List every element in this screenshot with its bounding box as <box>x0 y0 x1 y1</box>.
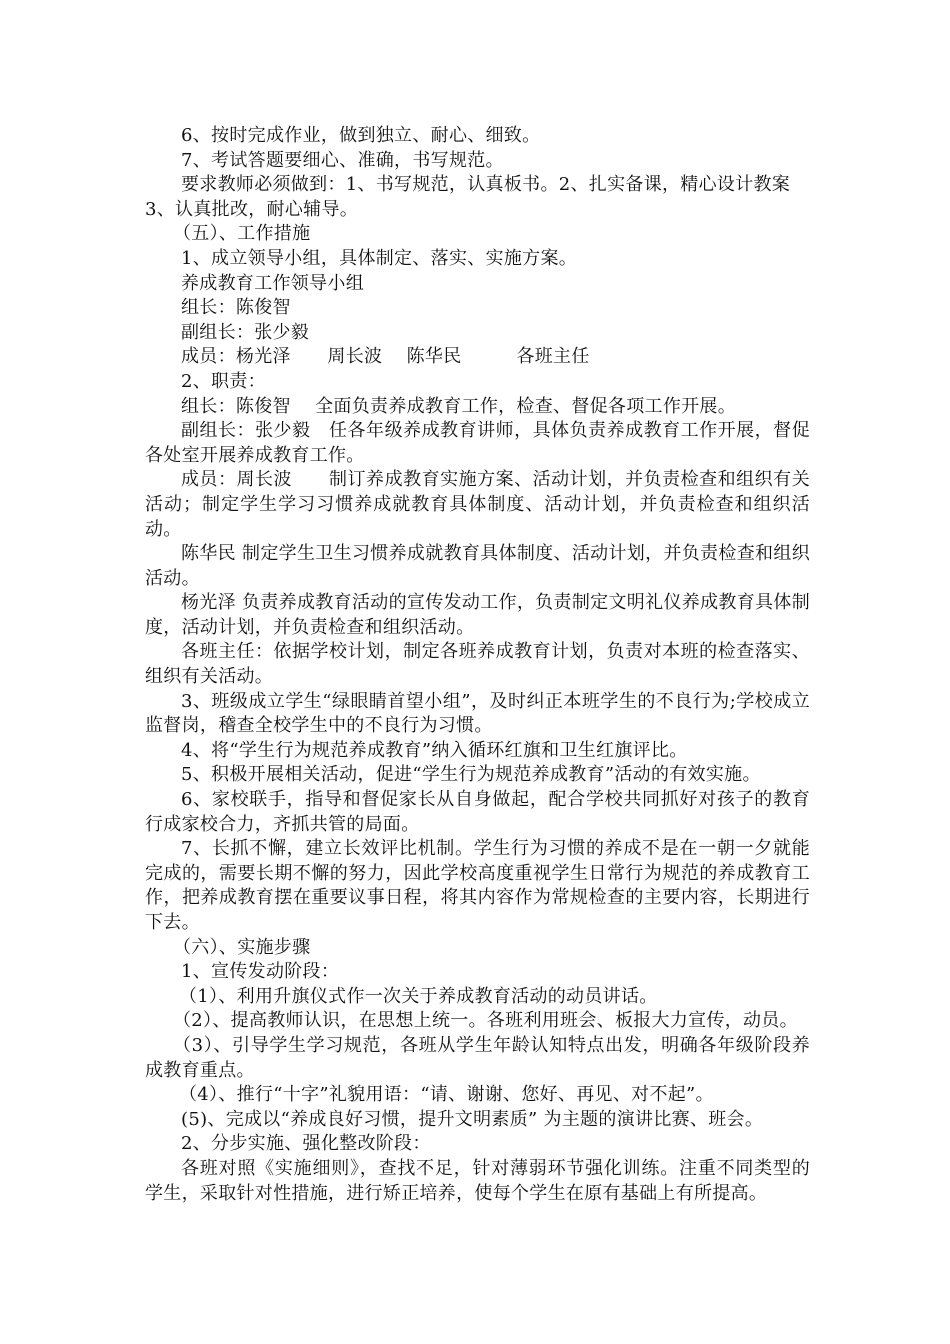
paragraph: 7、长抓不懈，建立长效评比机制。学生行为习惯的养成不是在一朝一夕就能完成的，需要长期不懈的努力，因此学校高度重视学生日常行为规范的养成教育工作，把养成教育摆在重要议事日程，将其内容作为常规检查的主要内容，长期进行下去。 <box>145 838 810 933</box>
paragraph: 3、班级成立学生“绿眼睛首望小组”，及时纠正本班学生的不良行为;学校成立监督岗，稽查全校学生中的不良行为习惯。 <box>145 690 810 737</box>
paragraph: 6、按时完成作业，做到独立、耐心、细致。 <box>181 125 541 146</box>
paragraph: 组长：陈俊智 全面负责养成教育工作，检查、督促各项工作开展。 <box>181 395 737 417</box>
section-heading: （六）、实施步骤 <box>173 936 311 958</box>
paragraph: (5)、完成以“养成良好习惯，提升文明素质” 为主题的演讲比赛、班会。 <box>181 1108 764 1130</box>
paragraph: 5、积极开展相关活动，促进“学生行为规范养成教育”活动的有效实施。 <box>181 764 761 786</box>
paragraph: 成员：周长波 制订养成教育实施方案、活动计划，并负责检查和组织有关活动；制定学生学习习惯养成就教育具体制度、活动计划，并负责检查和组织活动。 <box>145 469 810 540</box>
paragraph: 4、将“学生行为规范养成教育”纳入循环红旗和卫生红旗评比。 <box>181 739 688 761</box>
paragraph: 陈华民 制定学生卫生习惯养成就教育具体制度、活动计划，并负责检查和组织活动。 <box>145 543 810 589</box>
paragraph: 成员：杨光泽 周长波 陈华民 各班主任 <box>181 346 590 368</box>
paragraph: （2）、提高教师认识，在思想上统一。各班利用班会、板报大力宣传，动员。 <box>173 1010 798 1032</box>
paragraph: 7、考试答题要细心、准确，书写规范。 <box>181 149 504 171</box>
paragraph: 3、认真批改，耐心辅导。 <box>145 198 359 220</box>
section-heading: （五）、工作措施 <box>173 223 311 245</box>
paragraph: （3）、引导学生学习规范，各班从学生年龄认知特点出发，明确各年级阶段养成教育重点。 <box>145 1034 810 1081</box>
paragraph: 各班主任：依据学校计划，制定各班养成教育计划，负责对本班的检查落实、组织有关活动。 <box>145 641 810 688</box>
paragraph: 各班对照《实施细则》，查找不足，针对薄弱环节强化训练。注重不同类型的学生，采取针对性措施，进行矫正培养，使每个学生在原有基础上有所提高。 <box>145 1157 810 1204</box>
paragraph: 副组长：张少毅 <box>181 321 310 343</box>
paragraph: 6、家校联手，指导和督促家长从自身做起，配合学校共同抓好对孩子的教育行成家校合力，齐抓共管的局面。 <box>145 789 810 835</box>
paragraph: 1、宣传发动阶段： <box>181 961 340 983</box>
paragraph: 2、职责： <box>181 370 266 392</box>
paragraph: 1、成立领导小组，具体制定、落实、实施方案。 <box>181 247 578 269</box>
paragraph: 副组长：张少毅 任各年级养成教育讲师，具体负责养成教育工作开展，督促各处室开展养成教育工作。 <box>145 420 810 466</box>
document-body <box>145 124 810 1206</box>
paragraph: （1）、利用升旗仪式作一次关于养成教育活动的动员讲话。 <box>179 985 658 1007</box>
paragraph: 组长：陈俊智 <box>181 297 291 319</box>
paragraph: 养成教育工作领导小组 <box>181 272 364 294</box>
paragraph: 要求教师必须做到：1、书写规范，认真板书。2、扎实备课，精心设计教案 <box>181 174 791 196</box>
paragraph: （4）、推行“十字”礼貌用语：“请、谢谢、您好、再见、对不起”。 <box>179 1084 714 1106</box>
paragraph: 杨光泽 负责养成教育活动的宣传发动工作，负责制定文明礼仪养成教育具体制度，活动计划，并负责检查和组织活动。 <box>145 592 810 638</box>
paragraph: 2、分步实施、强化整改阶段： <box>181 1133 431 1155</box>
